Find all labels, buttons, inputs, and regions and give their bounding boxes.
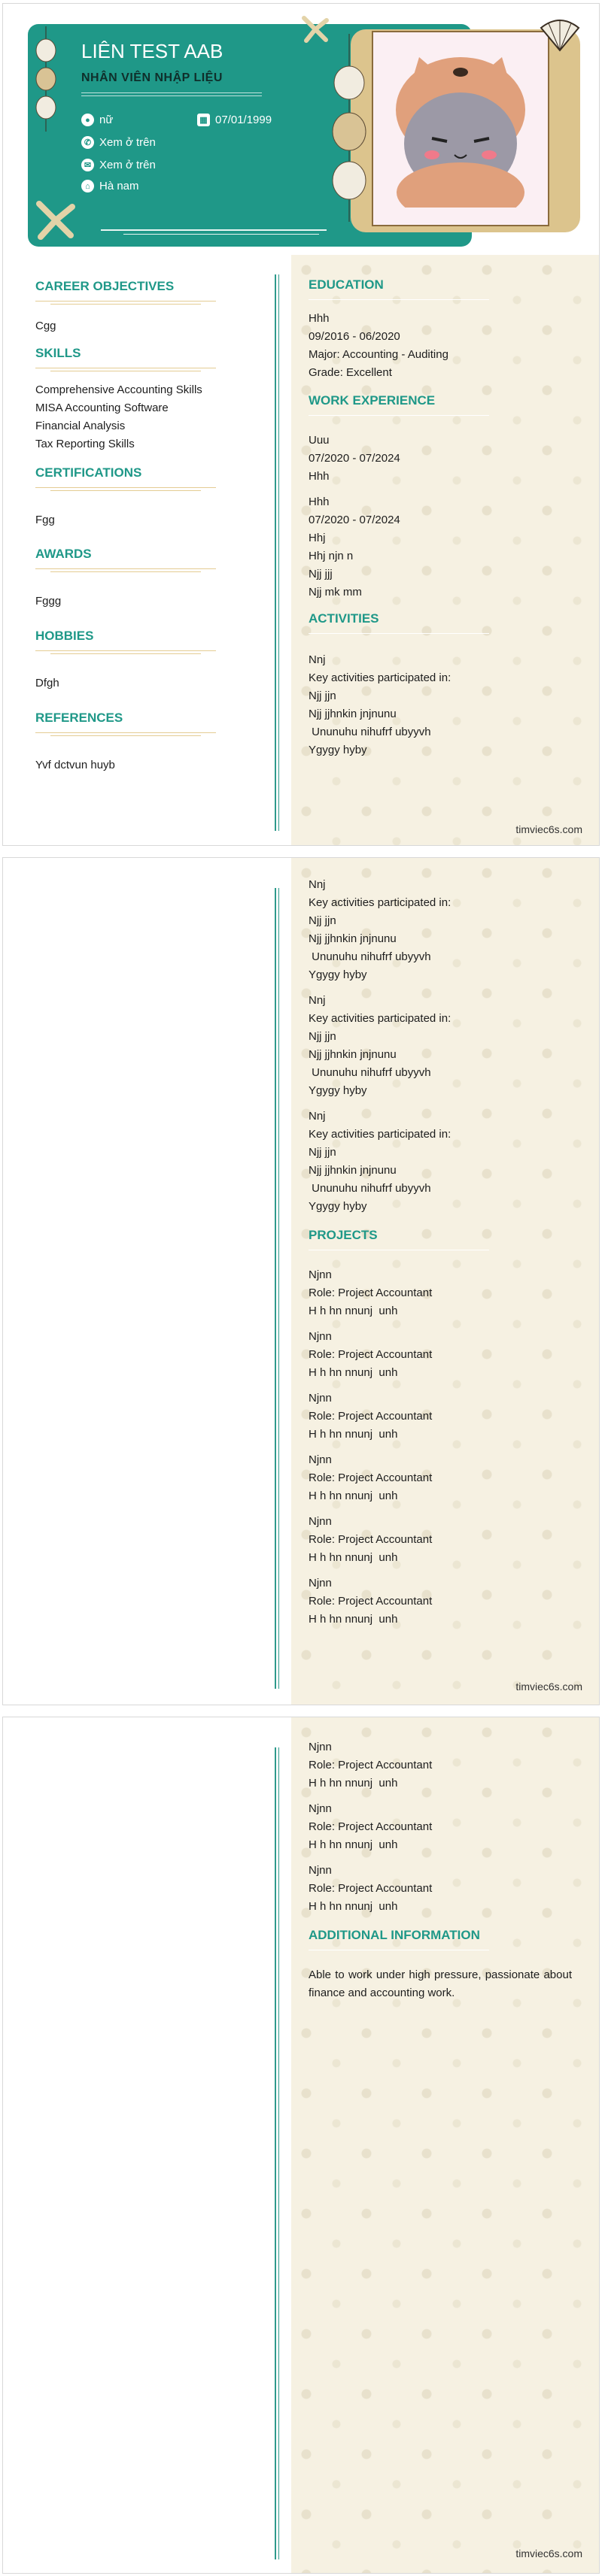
activity-line: Nnj bbox=[309, 878, 326, 891]
activity-line: Ununuhu nihufrf ubyyvh bbox=[309, 1182, 431, 1195]
section-rule bbox=[309, 1950, 489, 1960]
birthdate-value: 07/01/1999 bbox=[215, 114, 272, 126]
activity-line: Nnj bbox=[309, 653, 326, 666]
project-desc: H h hn nnunj unh bbox=[309, 1305, 398, 1317]
project-role: Role: Project Accountant bbox=[309, 1595, 433, 1608]
work-item bbox=[309, 432, 572, 486]
career-text: Cgg bbox=[35, 320, 56, 332]
avatar-photo bbox=[372, 31, 549, 226]
birthdate-info bbox=[197, 114, 272, 126]
cv-page-1 bbox=[2, 3, 600, 846]
project-role: Role: Project Accountant bbox=[309, 1882, 433, 1895]
section-title: PROJECTS bbox=[309, 1228, 378, 1242]
project-desc: H h hn nnunj unh bbox=[309, 1428, 398, 1441]
email-icon: ✉ bbox=[81, 159, 94, 171]
references-section bbox=[35, 711, 216, 774]
awards-section bbox=[35, 547, 216, 611]
project-desc: H h hn nnunj unh bbox=[309, 1777, 398, 1790]
project-desc: H h hn nnunj unh bbox=[309, 1551, 398, 1564]
section-title: ACTIVITIES bbox=[309, 611, 379, 626]
section-title: WORK EXPERIENCE bbox=[309, 393, 436, 408]
cat-avatar-icon bbox=[385, 50, 536, 208]
section-rule bbox=[309, 415, 489, 426]
project-name: Njnn bbox=[309, 1515, 332, 1528]
project-name: Njnn bbox=[309, 1802, 332, 1815]
activity-line: Nnj bbox=[309, 1110, 326, 1123]
project-item bbox=[309, 1738, 572, 1793]
project-item bbox=[309, 1800, 572, 1854]
section-title: CERTIFICATIONS bbox=[35, 465, 142, 480]
column-divider bbox=[275, 274, 279, 831]
divider bbox=[81, 95, 262, 96]
school-name: Hhh bbox=[309, 312, 330, 325]
project-desc: H h hn nnunj unh bbox=[309, 1366, 398, 1379]
gender-value: nữ bbox=[99, 114, 114, 126]
work-period: 07/2020 - 07/2024 bbox=[309, 514, 400, 526]
activity-line: Njj jjn bbox=[309, 914, 336, 927]
phone-value: Xem ở trên bbox=[99, 136, 156, 149]
project-name: Njnn bbox=[309, 1453, 332, 1466]
activity-item bbox=[309, 651, 572, 759]
section-rule bbox=[35, 568, 216, 573]
additional-text: Able to work under high pressure, passionate about finance and accounting work. bbox=[309, 1968, 572, 1999]
activity-line: Njj jjhnkin jnjnunu bbox=[309, 932, 397, 945]
project-role: Role: Project Accountant bbox=[309, 1759, 433, 1771]
calendar-icon: ▦ bbox=[197, 114, 210, 126]
email-value: Xem ở trên bbox=[99, 159, 156, 171]
activity-line: Ygygy hyby bbox=[309, 1200, 367, 1213]
project-desc: H h hn nnunj unh bbox=[309, 1838, 398, 1851]
activity-line: Njj jjn bbox=[309, 1146, 336, 1159]
activity-line: Njj jjhnkin jnjnunu bbox=[309, 1164, 397, 1177]
project-item bbox=[309, 1328, 572, 1382]
activity-line: Ygygy hyby bbox=[309, 744, 367, 756]
activity-line: Njj jjhnkin jnjnunu bbox=[309, 1048, 397, 1061]
additional-info-section bbox=[309, 1928, 572, 2002]
work-desc: Hhh bbox=[309, 470, 330, 483]
activity-line: Njj jjn bbox=[309, 689, 336, 702]
pinwheel-decoration-icon bbox=[300, 14, 330, 44]
section-title: HOBBIES bbox=[35, 629, 94, 643]
work-desc: Hhj bbox=[309, 532, 326, 544]
section-title: REFERENCES bbox=[35, 711, 123, 725]
hobbies-text: Dfgh bbox=[35, 677, 59, 689]
cv-page-3 bbox=[2, 1717, 600, 2574]
activity-item bbox=[309, 1108, 572, 1216]
section-rule bbox=[35, 368, 216, 372]
column-divider bbox=[275, 1747, 279, 2559]
project-role: Role: Project Accountant bbox=[309, 1410, 433, 1423]
education-grade: Grade: Excellent bbox=[309, 366, 392, 379]
project-item bbox=[309, 1862, 572, 1916]
activities-continued bbox=[309, 876, 572, 1216]
certification-text: Fgg bbox=[35, 514, 55, 526]
awards-text: Fggg bbox=[35, 595, 62, 608]
user-icon: ● bbox=[81, 114, 94, 126]
project-name: Njnn bbox=[309, 1268, 332, 1281]
footer-brand: timviec6s.com bbox=[515, 1680, 582, 1693]
skill-item: Tax Reporting Skills bbox=[35, 438, 135, 450]
activity-line: Key activities participated in: bbox=[309, 896, 451, 909]
divider bbox=[101, 229, 327, 231]
fan-decoration-icon bbox=[537, 13, 582, 58]
section-title: CAREER OBJECTIVES bbox=[35, 279, 175, 293]
home-icon: ⌂ bbox=[81, 180, 94, 192]
education-major: Major: Accounting - Auditing bbox=[309, 348, 448, 361]
activities-section bbox=[309, 611, 572, 759]
activity-line: Key activities participated in: bbox=[309, 671, 451, 684]
project-name: Njnn bbox=[309, 1577, 332, 1590]
company-name: Hhh bbox=[309, 496, 330, 508]
skills-section bbox=[35, 346, 216, 453]
gender-info bbox=[81, 114, 113, 126]
divider bbox=[81, 92, 262, 93]
project-name: Njnn bbox=[309, 1741, 332, 1753]
section-rule bbox=[309, 1250, 489, 1260]
skill-item: Comprehensive Accounting Skills bbox=[35, 383, 202, 396]
section-rule bbox=[35, 301, 216, 305]
hobbies-section bbox=[35, 629, 216, 692]
pinwheel-decoration-icon bbox=[33, 198, 78, 243]
work-desc: Hhj njn n bbox=[309, 550, 354, 562]
education-period: 09/2016 - 06/2020 bbox=[309, 330, 400, 343]
footer-brand: timviec6s.com bbox=[515, 2547, 582, 2559]
activity-line: Ununuhu nihufrf ubyyvh bbox=[309, 950, 431, 963]
section-rule bbox=[35, 650, 216, 655]
section-title: SKILLS bbox=[35, 346, 81, 360]
projects-continued bbox=[309, 1738, 572, 1916]
work-period: 07/2020 - 07/2024 bbox=[309, 452, 400, 465]
activity-line: Key activities participated in: bbox=[309, 1012, 451, 1025]
lantern-decoration-icon bbox=[35, 26, 57, 132]
activity-line: Njj jjhnkin jnjnunu bbox=[309, 708, 397, 720]
activity-line: Key activities participated in: bbox=[309, 1128, 451, 1141]
lantern-decoration-icon bbox=[330, 34, 368, 222]
activity-line: Ununuhu nihufrf ubyyvh bbox=[309, 1066, 431, 1079]
activity-line: Ununuhu nihufrf ubyyvh bbox=[309, 726, 431, 738]
activity-line: Njj jjn bbox=[309, 1030, 336, 1043]
career-objectives-section bbox=[35, 279, 216, 335]
phone-icon: ✆ bbox=[81, 136, 94, 149]
project-desc: H h hn nnunj unh bbox=[309, 1490, 398, 1502]
project-item bbox=[309, 1451, 572, 1505]
education-section bbox=[309, 277, 572, 382]
work-desc: Njj mk mm bbox=[309, 586, 362, 599]
address-value: Hà nam bbox=[99, 180, 139, 192]
divider bbox=[123, 234, 319, 235]
company-name: Uuu bbox=[309, 434, 330, 447]
activity-item bbox=[309, 876, 572, 984]
references-text: Yvf dctvun huyb bbox=[35, 759, 115, 771]
project-role: Role: Project Accountant bbox=[309, 1533, 433, 1546]
project-item bbox=[309, 1390, 572, 1444]
project-name: Njnn bbox=[309, 1392, 332, 1405]
project-desc: H h hn nnunj unh bbox=[309, 1900, 398, 1913]
column-divider bbox=[275, 888, 279, 1689]
address-info bbox=[81, 180, 139, 192]
project-role: Role: Project Accountant bbox=[309, 1820, 433, 1833]
footer-brand: timviec6s.com bbox=[515, 823, 582, 835]
work-experience-section bbox=[309, 393, 572, 602]
skill-item: MISA Accounting Software bbox=[35, 402, 169, 414]
project-name: Njnn bbox=[309, 1330, 332, 1343]
activity-item bbox=[309, 992, 572, 1100]
certifications-section bbox=[35, 465, 216, 529]
email-info bbox=[81, 159, 156, 171]
section-rule bbox=[35, 487, 216, 492]
work-item bbox=[309, 493, 572, 602]
section-title: AWARDS bbox=[35, 547, 92, 561]
project-desc: H h hn nnunj unh bbox=[309, 1613, 398, 1626]
project-item bbox=[309, 1266, 572, 1320]
phone-info bbox=[81, 136, 156, 149]
candidate-name: LIÊN TEST AAB bbox=[81, 40, 223, 62]
section-rule bbox=[309, 299, 489, 310]
section-title: EDUCATION bbox=[309, 277, 384, 292]
project-role: Role: Project Accountant bbox=[309, 1348, 433, 1361]
work-desc: Njj jjj bbox=[309, 568, 333, 580]
project-name: Njnn bbox=[309, 1864, 332, 1877]
activity-line: Ygygy hyby bbox=[309, 1084, 367, 1097]
job-position: NHÂN VIÊN NHẬP LIỆU bbox=[81, 71, 223, 84]
cv-page-2 bbox=[2, 857, 600, 1705]
section-title: ADDITIONAL INFORMATION bbox=[309, 1928, 480, 1942]
skill-item: Financial Analysis bbox=[35, 420, 126, 432]
project-item bbox=[309, 1513, 572, 1567]
project-item bbox=[309, 1574, 572, 1629]
section-rule bbox=[309, 633, 489, 644]
activity-line: Ygygy hyby bbox=[309, 968, 367, 981]
section-rule bbox=[35, 732, 216, 737]
project-role: Role: Project Accountant bbox=[309, 1286, 433, 1299]
project-role: Role: Project Accountant bbox=[309, 1471, 433, 1484]
activity-line: Nnj bbox=[309, 994, 326, 1007]
projects-section bbox=[309, 1228, 572, 1629]
